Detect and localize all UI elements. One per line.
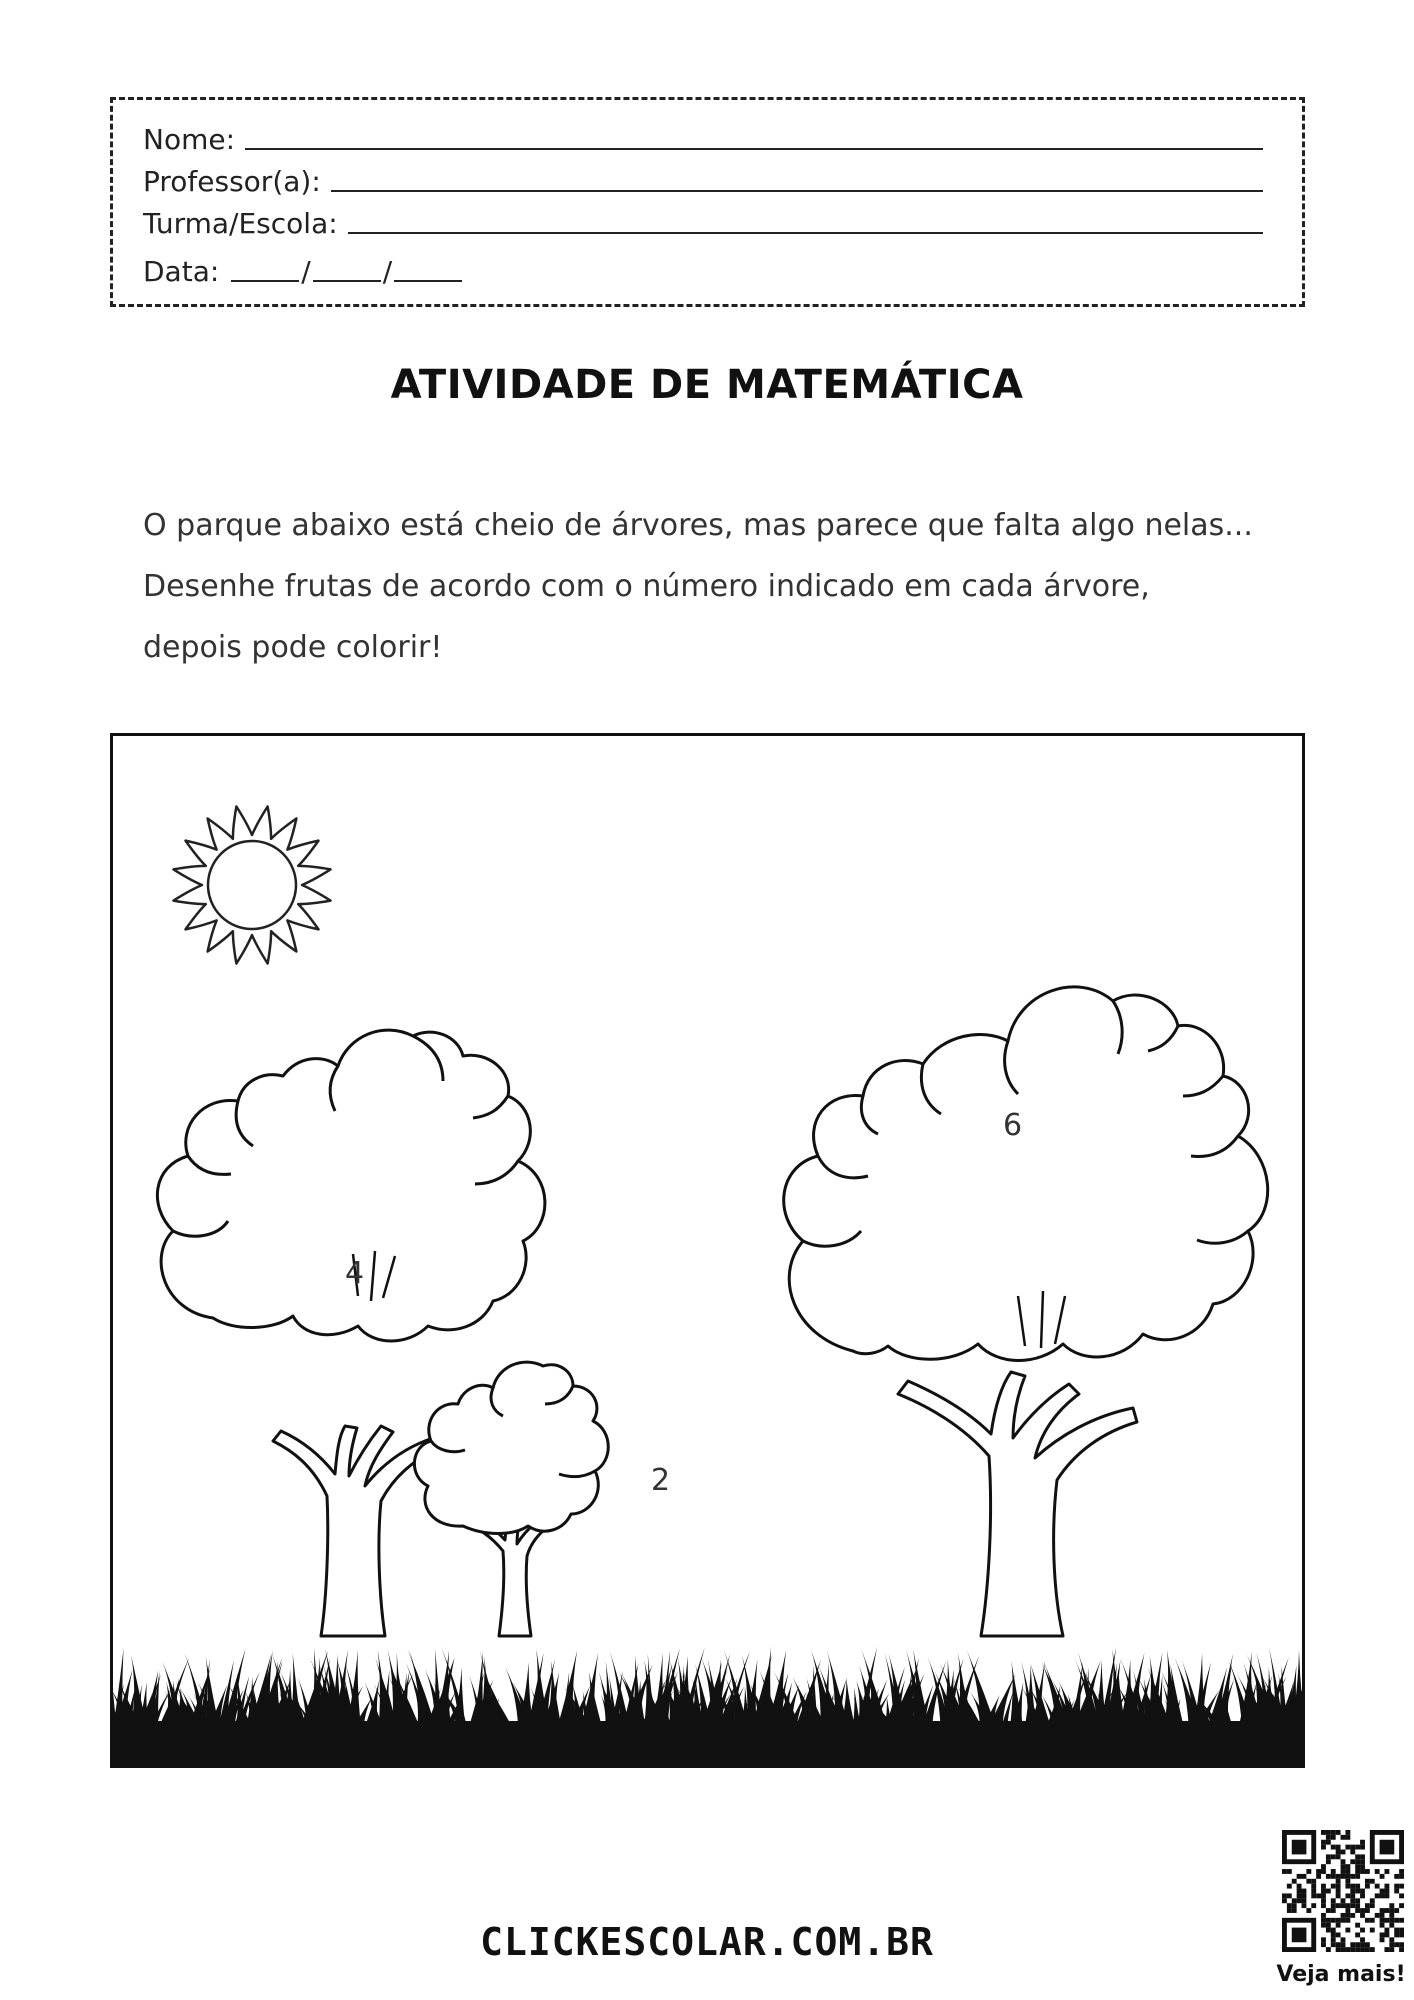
- tree-number-label: 2: [651, 1463, 671, 1498]
- grass-illustration: [113, 1646, 1305, 1768]
- date-separator: /: [382, 255, 393, 288]
- tree-number-label: 4: [345, 1256, 365, 1291]
- tree-icon: [414, 1362, 608, 1636]
- teacher-label: Professor(a):: [143, 165, 321, 198]
- qr-label: Veja mais!: [1276, 1962, 1406, 1987]
- date-field[interactable]: [143, 246, 462, 286]
- name-label: Nome:: [143, 123, 236, 156]
- tree-icon: [157, 1030, 545, 1636]
- sun-icon: [174, 807, 331, 964]
- name-field[interactable]: [143, 114, 1263, 154]
- tree-number-label: 6: [1003, 1108, 1023, 1143]
- teacher-line[interactable]: [331, 190, 1263, 192]
- instructions: [143, 495, 1343, 678]
- site-url[interactable]: CLICKESCOLAR.COM.BR: [480, 1920, 934, 1964]
- class-field[interactable]: [143, 198, 1263, 238]
- park-illustration: [113, 736, 1305, 1768]
- class-line[interactable]: [348, 232, 1263, 234]
- teacher-field[interactable]: [143, 156, 1263, 196]
- date-label: Data:: [143, 255, 220, 288]
- date-separator: /: [301, 255, 311, 288]
- student-info-box: [110, 97, 1305, 307]
- instruction-line: Desenhe frutas de acordo com o número indicado em cada árvore,: [143, 569, 1150, 604]
- name-line[interactable]: [245, 148, 1263, 150]
- date-year-line[interactable]: [394, 280, 462, 282]
- instruction-line: depois pode colorir!: [143, 630, 443, 665]
- park-scene: [110, 733, 1305, 1768]
- date-month-line[interactable]: [313, 280, 381, 282]
- date-day-line[interactable]: [231, 280, 299, 282]
- instruction-line: O parque abaixo está cheio de árvores, mas parece que falta algo nelas...: [143, 508, 1253, 543]
- class-label: Turma/Escola:: [143, 207, 338, 240]
- page-title: ATIVIDADE DE MATEMÁTICA: [390, 362, 1024, 408]
- tree-icon: [784, 987, 1268, 1636]
- qr-code-icon[interactable]: [1282, 1830, 1404, 1952]
